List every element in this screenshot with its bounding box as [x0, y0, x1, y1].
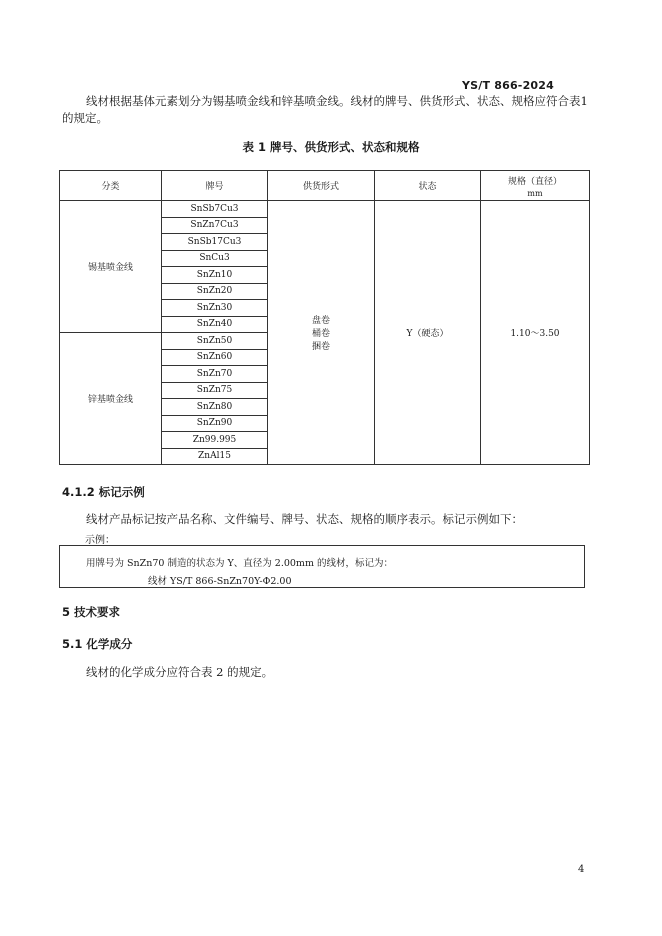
state-cell: Y（硬态） [375, 201, 481, 465]
grade-cell: SnZn90 [162, 415, 268, 432]
intro-paragraph: 线材根据基体元素划分为锡基喷金线和锌基喷金线。线材的牌号、供货形式、状态、规格应符合表1的规定。 [62, 94, 588, 125]
category-cell-zinc: 锌基喷金线 [60, 333, 162, 465]
grade-cell: SnZn60 [162, 349, 268, 366]
grade-cell: SnZn75 [162, 382, 268, 399]
marking-paragraph: 线材产品标记按产品名称、文件编号、牌号、状态、规格的顺序表示。标记示例如下： [86, 512, 523, 526]
header-state: 状态 [375, 171, 481, 201]
grade-cell: SnSb7Cu3 [162, 201, 268, 218]
header-spec-unit: mm [527, 188, 543, 198]
grade-cell: SnSb17Cu3 [162, 234, 268, 251]
grade-cell: SnZn80 [162, 399, 268, 416]
spec-table [59, 170, 590, 465]
section-heading-5-1: 5.1 化学成分 [62, 637, 133, 651]
supply-form-item: 盘卷 [311, 316, 330, 326]
grade-cell: SnZn40 [162, 316, 268, 333]
table-row [60, 201, 590, 218]
supply-form-item: 捆卷 [311, 342, 330, 352]
grade-cell: Zn99.995 [162, 432, 268, 449]
section-heading-5: 5 技术要求 [62, 605, 121, 619]
header-grade: 牌号 [162, 171, 268, 201]
grade-cell: SnCu3 [162, 250, 268, 267]
grade-cell: ZnAl15 [162, 448, 268, 465]
example-line-2: 线材 YS/T 866-SnZn70Y-Φ2.00 [148, 576, 292, 587]
header-spec [481, 171, 590, 201]
example-line-1: 用牌号为 SnZn70 制造的状态为 Y、直径为 2.00mm 的线材，标记为： [86, 558, 393, 569]
spec-cell: 1.10～3.50 [481, 201, 590, 465]
grade-cell: SnZn20 [162, 283, 268, 300]
table-header-row [60, 171, 590, 201]
grade-cell: SnZn50 [162, 333, 268, 350]
supply-form-item: 桶卷 [311, 329, 330, 339]
section-heading-4-1-2: 4.1.2 标记示例 [62, 485, 145, 499]
table-title: 表 1 牌号、供货形式、状态和规格 [242, 140, 420, 154]
header-category: 分类 [60, 171, 162, 201]
grade-cell: SnZn70 [162, 366, 268, 383]
grade-cell: SnZn30 [162, 300, 268, 317]
supply-form-cell [268, 201, 375, 465]
grade-cell: SnZn7Cu3 [162, 217, 268, 234]
example-label: 示例： [85, 535, 115, 546]
category-cell-tin: 锡基喷金线 [60, 201, 162, 333]
chemical-composition-paragraph: 线材的化学成分应符合表 2 的规定。 [86, 665, 274, 679]
page-number: 4 [578, 864, 585, 875]
grade-cell: SnZn10 [162, 267, 268, 284]
standard-code: YS/T 866-2024 [462, 79, 554, 92]
header-spec-label: 规格（直径） [507, 176, 562, 187]
header-supply-form: 供货形式 [268, 171, 375, 201]
